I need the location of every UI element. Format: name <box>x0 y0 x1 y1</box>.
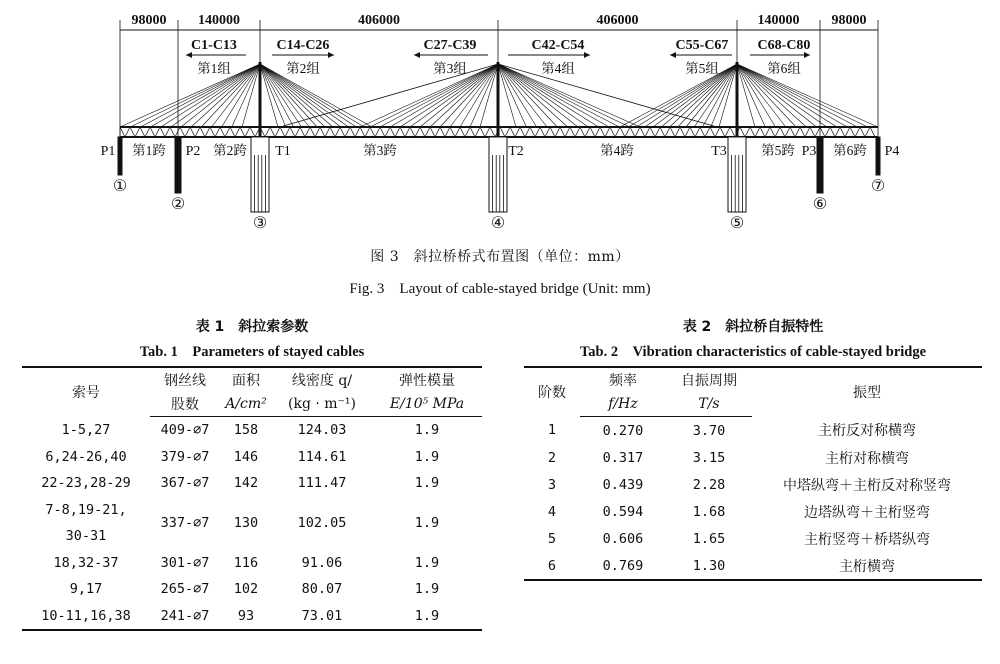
frequency: 0.594 <box>602 503 644 520</box>
cable-area: 93 <box>237 607 255 624</box>
cable-group-label: C14-C26 <box>276 38 330 53</box>
table2 <box>524 366 982 581</box>
pier-label: P3 <box>801 144 817 159</box>
linear-density: 102.05 <box>297 515 347 531</box>
period: 3.15 <box>692 449 726 466</box>
table2-header-period-unit: T/s <box>666 392 752 417</box>
pier-1 <box>118 137 122 175</box>
table-row <box>524 471 982 498</box>
cable-group-name: 第4组 <box>541 61 575 76</box>
table-row <box>22 417 482 444</box>
strand-count: 337-∅7 <box>160 515 210 531</box>
mode-shape: 主桁横弯 <box>839 558 895 575</box>
mode-shape: 边塔纵弯＋主桁竖弯 <box>804 504 930 521</box>
mode-shape: 主桁对称横弯 <box>825 450 909 467</box>
cable-id-line2: 30-31 <box>65 528 107 545</box>
period: 2.28 <box>692 476 726 493</box>
table1-title-en: Tab. 1 Parameters of stayed cables <box>139 344 365 360</box>
strand-count: 301-∅7 <box>160 554 210 571</box>
linear-density: 91.06 <box>301 554 343 571</box>
mode-shape: 中塔纵弯＋主桁反对称竖弯 <box>783 477 951 494</box>
span-label: 第3跨 <box>363 143 397 158</box>
pier-4 <box>489 137 507 212</box>
span-label: 第2跨 <box>213 143 247 158</box>
table1-title-zh: 表 1 斜拉索参数 <box>195 319 309 335</box>
stay-cable <box>498 64 547 127</box>
table2-title-zh: 表 2 斜拉桥自振特性 <box>682 319 824 335</box>
cable-id: 10-11,16,38 <box>41 607 131 624</box>
figure-caption-zh: 图 3 斜拉桥桥式布置图（单位：mm） <box>370 249 630 265</box>
span-dimension-label: 98000 <box>131 13 167 28</box>
period: 1.65 <box>692 530 726 547</box>
period: 1.30 <box>692 557 726 574</box>
mode-order: 3 <box>547 476 557 493</box>
linear-density: 73.01 <box>301 607 343 624</box>
span-dimension-label: 406000 <box>596 13 639 28</box>
pier-6 <box>817 137 823 193</box>
cable-area: 146 <box>233 448 259 465</box>
figure-caption-en: Fig. 3 Layout of cable-stayed bridge (Unit: mm) <box>349 281 651 297</box>
cable-group-label: C42-C54 <box>531 38 585 53</box>
stay-cable <box>498 64 526 127</box>
table-row <box>22 470 482 497</box>
table1 <box>22 366 482 631</box>
foundation-number: ⑥ <box>812 196 828 213</box>
table1-header-modulus: 弹性模量 <box>399 373 455 389</box>
tower-2 <box>360 62 640 137</box>
foundation-number: ② <box>170 196 186 213</box>
mode-shape: 主桁竖弯＋桥塔纵弯 <box>804 531 930 548</box>
pier-label: P1 <box>100 144 116 159</box>
cable-group-label: C68-C80 <box>757 38 811 53</box>
cable-id: 1-5,27 <box>61 422 111 438</box>
foundation-number: ③ <box>252 215 268 232</box>
mode-order: 4 <box>547 503 557 520</box>
elastic-modulus: 1.9 <box>414 515 440 531</box>
table2-header-period: 自振周期 <box>681 373 737 389</box>
table-row <box>22 550 482 577</box>
tower-3 <box>620 62 878 137</box>
foundation-number: ⑦ <box>870 178 886 195</box>
period: 1.68 <box>692 503 726 520</box>
cable-id: 6,24-26,40 <box>45 448 127 465</box>
table2-header-mode: 振型 <box>853 385 881 402</box>
mode-order: 2 <box>547 449 557 466</box>
table2-header-frequency: 频率 <box>609 373 637 389</box>
cable-group-name: 第3组 <box>433 61 467 76</box>
table-row <box>22 497 482 524</box>
cable-area: 102 <box>233 581 259 598</box>
span-label: 第6跨 <box>833 143 867 158</box>
table-row <box>524 417 982 445</box>
cable-area: 130 <box>233 515 259 531</box>
table1-header-id: 索号 <box>72 385 100 402</box>
table1-block <box>22 316 482 631</box>
table1-header-area: 面积 <box>232 373 260 389</box>
elastic-modulus: 1.9 <box>414 607 440 624</box>
stay-cable <box>737 64 868 127</box>
foundation-number: ① <box>112 178 128 195</box>
mode-shape: 主桁反对称横弯 <box>818 423 916 440</box>
table1-header-strands: 钢丝线 <box>164 373 206 389</box>
elastic-modulus: 1.9 <box>414 554 440 571</box>
cable-id-line1: 7-8,19-21, <box>45 501 127 518</box>
frequency: 0.606 <box>602 530 644 547</box>
pier-body <box>489 137 507 212</box>
table-row <box>524 444 982 471</box>
table-row <box>22 444 482 471</box>
pier-body <box>118 137 122 175</box>
pier-3 <box>251 137 269 212</box>
linear-density: 124.03 <box>297 422 347 439</box>
span-dimension-label: 406000 <box>358 13 400 28</box>
elastic-modulus: 1.9 <box>414 448 440 465</box>
period: 3.70 <box>692 422 726 439</box>
cable-group-label: C55-C67 <box>675 38 729 53</box>
span-dimension-label: 140000 <box>757 13 800 28</box>
pier-body <box>817 137 823 193</box>
cable-group-name: 第5组 <box>685 61 719 76</box>
elastic-modulus: 1.9 <box>414 422 440 439</box>
tower-1 <box>120 62 372 137</box>
frequency: 0.439 <box>602 476 644 493</box>
stay-cable <box>120 64 260 127</box>
table1-header-modulus-unit: E/10⁵ MPa <box>372 392 482 417</box>
frequency: 0.270 <box>602 422 644 439</box>
mode-order: 6 <box>547 557 557 574</box>
mode-order: 5 <box>547 530 557 547</box>
cable-id: 9,17 <box>69 581 103 598</box>
table2-header-order: 阶数 <box>538 385 566 402</box>
span-dimension-label: 140000 <box>198 13 240 28</box>
cable-group-name: 第1组 <box>197 61 231 76</box>
table1-header-area-unit: A/cm² <box>220 392 272 417</box>
cable-area: 142 <box>233 475 259 492</box>
strand-count: 241-∅7 <box>160 607 210 624</box>
span-label: 第5跨 <box>761 143 795 158</box>
arrowhead-icon <box>414 52 420 58</box>
table1-header-density-unit: (kg · m⁻¹) <box>272 392 372 417</box>
table2-title-en: Tab. 2 Vibration characteristics of cable-stayed bridge <box>579 344 927 360</box>
elastic-modulus: 1.9 <box>414 581 440 598</box>
arrowhead-icon <box>584 52 590 58</box>
table-row <box>22 576 482 603</box>
pier-2 <box>175 137 181 193</box>
stay-cable <box>360 64 498 127</box>
cable-group-name: 第6组 <box>767 61 801 76</box>
pier-label: T3 <box>711 144 727 159</box>
table2-block <box>524 316 982 581</box>
strand-count: 367-∅7 <box>160 475 210 492</box>
pier-label: P4 <box>884 144 900 159</box>
table-row <box>524 552 982 580</box>
pier-body <box>876 137 880 175</box>
pier-body <box>251 137 269 212</box>
cable-group-name: 第2组 <box>286 61 320 76</box>
table-row <box>22 603 482 631</box>
cable-group-label: C1-C13 <box>191 38 237 53</box>
span-dimension-label: 98000 <box>831 13 867 28</box>
table2-header-frequency-unit: f/Hz <box>580 392 666 417</box>
frequency: 0.769 <box>602 557 644 574</box>
pier-label: T1 <box>275 144 291 159</box>
frequency: 0.317 <box>602 449 644 466</box>
linear-density: 111.47 <box>297 475 347 492</box>
pier-body <box>728 137 746 212</box>
bridge-layout-figure <box>0 0 1000 240</box>
elastic-modulus: 1.9 <box>414 475 440 492</box>
strand-count: 409-∅7 <box>160 422 210 439</box>
span-label: 第4跨 <box>600 143 634 158</box>
foundation-number: ④ <box>490 215 506 232</box>
strand-count: 265-∅7 <box>160 581 210 598</box>
stay-cable <box>737 64 878 127</box>
cable-area: 158 <box>233 422 259 439</box>
table-row <box>524 525 982 552</box>
foundation-number: ⑤ <box>729 215 745 232</box>
mode-order: 1 <box>547 422 557 439</box>
cable-area: 116 <box>233 554 259 571</box>
pier-7 <box>876 137 880 175</box>
linear-density: 114.61 <box>297 448 347 465</box>
table1-header-strands-sub: 股数 <box>150 392 220 417</box>
cable-group-label: C27-C39 <box>423 38 477 53</box>
pier-5 <box>728 137 746 212</box>
table1-header-density: 线密度 q/ <box>291 373 353 389</box>
cable-id: 22-23,28-29 <box>41 475 131 492</box>
pier-label: T2 <box>508 144 524 159</box>
pier-label: P2 <box>185 144 201 159</box>
strand-count: 379-∅7 <box>160 448 210 465</box>
pier-body <box>175 137 181 193</box>
cable-id: 18,32-37 <box>53 554 119 571</box>
span-label: 第1跨 <box>132 143 166 158</box>
stay-cable <box>628 64 737 127</box>
table-row <box>524 498 982 525</box>
linear-density: 80.07 <box>301 581 343 598</box>
